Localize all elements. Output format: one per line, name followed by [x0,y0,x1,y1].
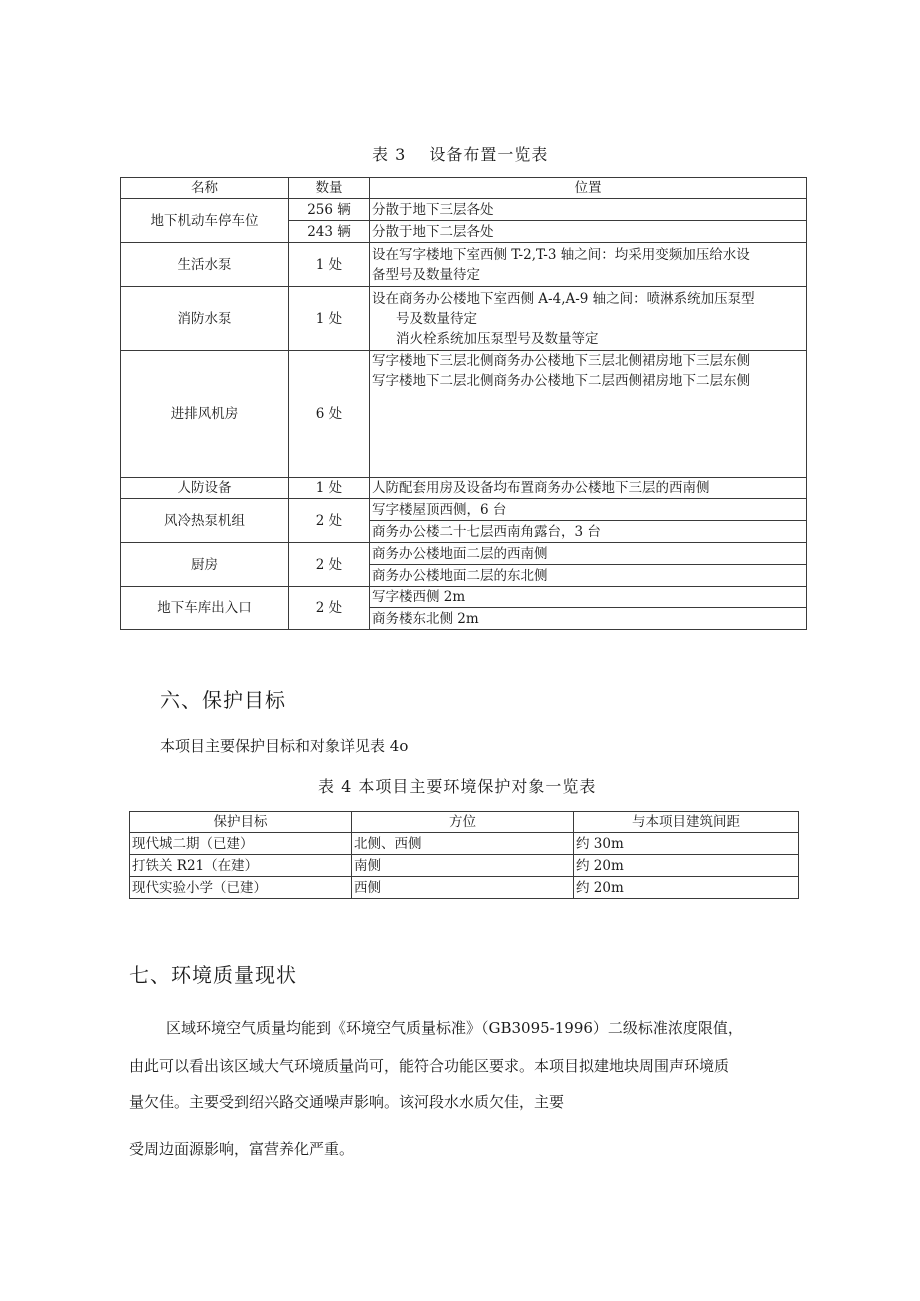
location-line: 设在商务办公楼地下室西侧 A-4,A-9 轴之间：喷淋系统加压泵型 [372,290,755,307]
row-name: 人防设备 [121,478,289,499]
paragraph-line: 量欠佳。主要受到绍兴路交通噪声影响。该河段水水质欠佳，主要 [129,1093,565,1111]
cell-direction: 南侧 [352,855,574,877]
table3-caption: 表 3 设备布置一览表 [372,145,549,164]
cell-distance: 约 20m [574,855,799,877]
row-quantity: 1 处 [289,478,370,499]
header-location: 位置 [370,178,807,199]
row-quantity: 1 处 [289,243,370,287]
row-quantity: 243 辆 [289,221,370,243]
row-location: 分散于地下二层各处 [370,221,807,243]
cell-distance: 约 30m [574,833,799,855]
header-distance: 与本项目建筑间距 [574,812,799,833]
location-line: 备型号及数量待定 [372,266,480,283]
equipment-table [120,177,807,630]
row-quantity: 1 处 [289,287,370,351]
header-name: 名称 [121,178,289,199]
table-row [121,351,807,478]
table-row [121,478,807,499]
table-row [121,499,807,521]
cell-distance: 约 20m [574,877,799,899]
row-location: 分散于地下三层各处 [370,199,807,221]
row-location: 人防配套用房及设备均布置商务办公楼地下三层的西南侧 [370,478,807,499]
row-quantity: 2 处 [289,543,370,587]
table-row [121,587,807,608]
row-quantity: 6 处 [289,351,370,478]
cell-target: 打铁关 R21（在建） [130,855,352,877]
row-location [370,287,807,351]
section7-heading: 七、环境质量现状 [129,963,297,987]
location-line: 号及数量待定 [396,310,477,327]
cell-target: 现代城二期（已建） [130,833,352,855]
row-quantity: 256 辆 [289,199,370,221]
cell-direction: 北侧、西侧 [352,833,574,855]
row-location: 商务办公楼二十七层西南角露台，3 台 [370,521,807,543]
header-target: 保护目标 [130,812,352,833]
cell-direction: 西侧 [352,877,574,899]
table-row [121,287,807,351]
cell-target: 现代实验小学（已建） [130,877,352,899]
header-direction: 方位 [352,812,574,833]
table-row [121,243,807,287]
table-row [130,833,799,855]
row-location: 商务办公楼地面二层的西南侧 [370,543,807,565]
row-quantity: 2 处 [289,499,370,543]
table-row [121,199,807,221]
table-header-row [130,812,799,833]
table4-caption: 表 4 本项目主要环境保护对象一览表 [318,777,597,796]
row-location [370,243,807,287]
table-row [121,543,807,565]
protection-table [129,811,799,899]
row-quantity: 2 处 [289,587,370,630]
row-name: 风冷热泵机组 [121,499,289,543]
row-name: 生活水泵 [121,243,289,287]
row-name: 厨房 [121,543,289,587]
row-location [370,351,807,478]
row-location: 商务办公楼地面二层的东北侧 [370,565,807,587]
row-location: 商务楼东北侧 2m [370,608,807,630]
paragraph-line: 区域环境空气质量均能到《环境空气质量标准》（GB3095-1996）二级标准浓度限值， [166,1019,743,1037]
paragraph-line: 受周边面源影响，富营养化严重。 [129,1140,355,1158]
row-name: 消防水泵 [121,287,289,351]
row-name: 进排风机房 [121,351,289,478]
paragraph-line: 由此可以看出该区域大气环境质量尚可，能符合功能区要求。本项目拟建地块周围声环境质 [129,1057,730,1075]
section6-heading: 六、保护目标 [160,688,286,712]
row-name: 地下车库出入口 [121,587,289,630]
location-line: 写字楼地下三层北侧商务办公楼地下三层北侧裙房地下三层东侧 [372,353,750,369]
row-name: 地下机动车停车位 [121,199,289,243]
location-line: 消火栓系统加压泵型号及数量等定 [396,330,599,347]
row-location: 写字楼西侧 2m [370,587,807,608]
location-line: 设在写字楼地下室西侧 T-2,T-3 轴之间：均采用变频加压给水设 [372,246,750,263]
table-header-row [121,178,807,199]
row-location: 写字楼屋顶西侧，6 台 [370,499,807,521]
location-line: 写字楼地下二层北侧商务办公楼地下二层西侧裙房地下二层东侧 [372,373,750,389]
header-quantity: 数量 [289,178,370,199]
table-row [130,855,799,877]
section6-intro: 本项目主要保护目标和对象详见表 4o [160,737,409,755]
table-row [130,877,799,899]
